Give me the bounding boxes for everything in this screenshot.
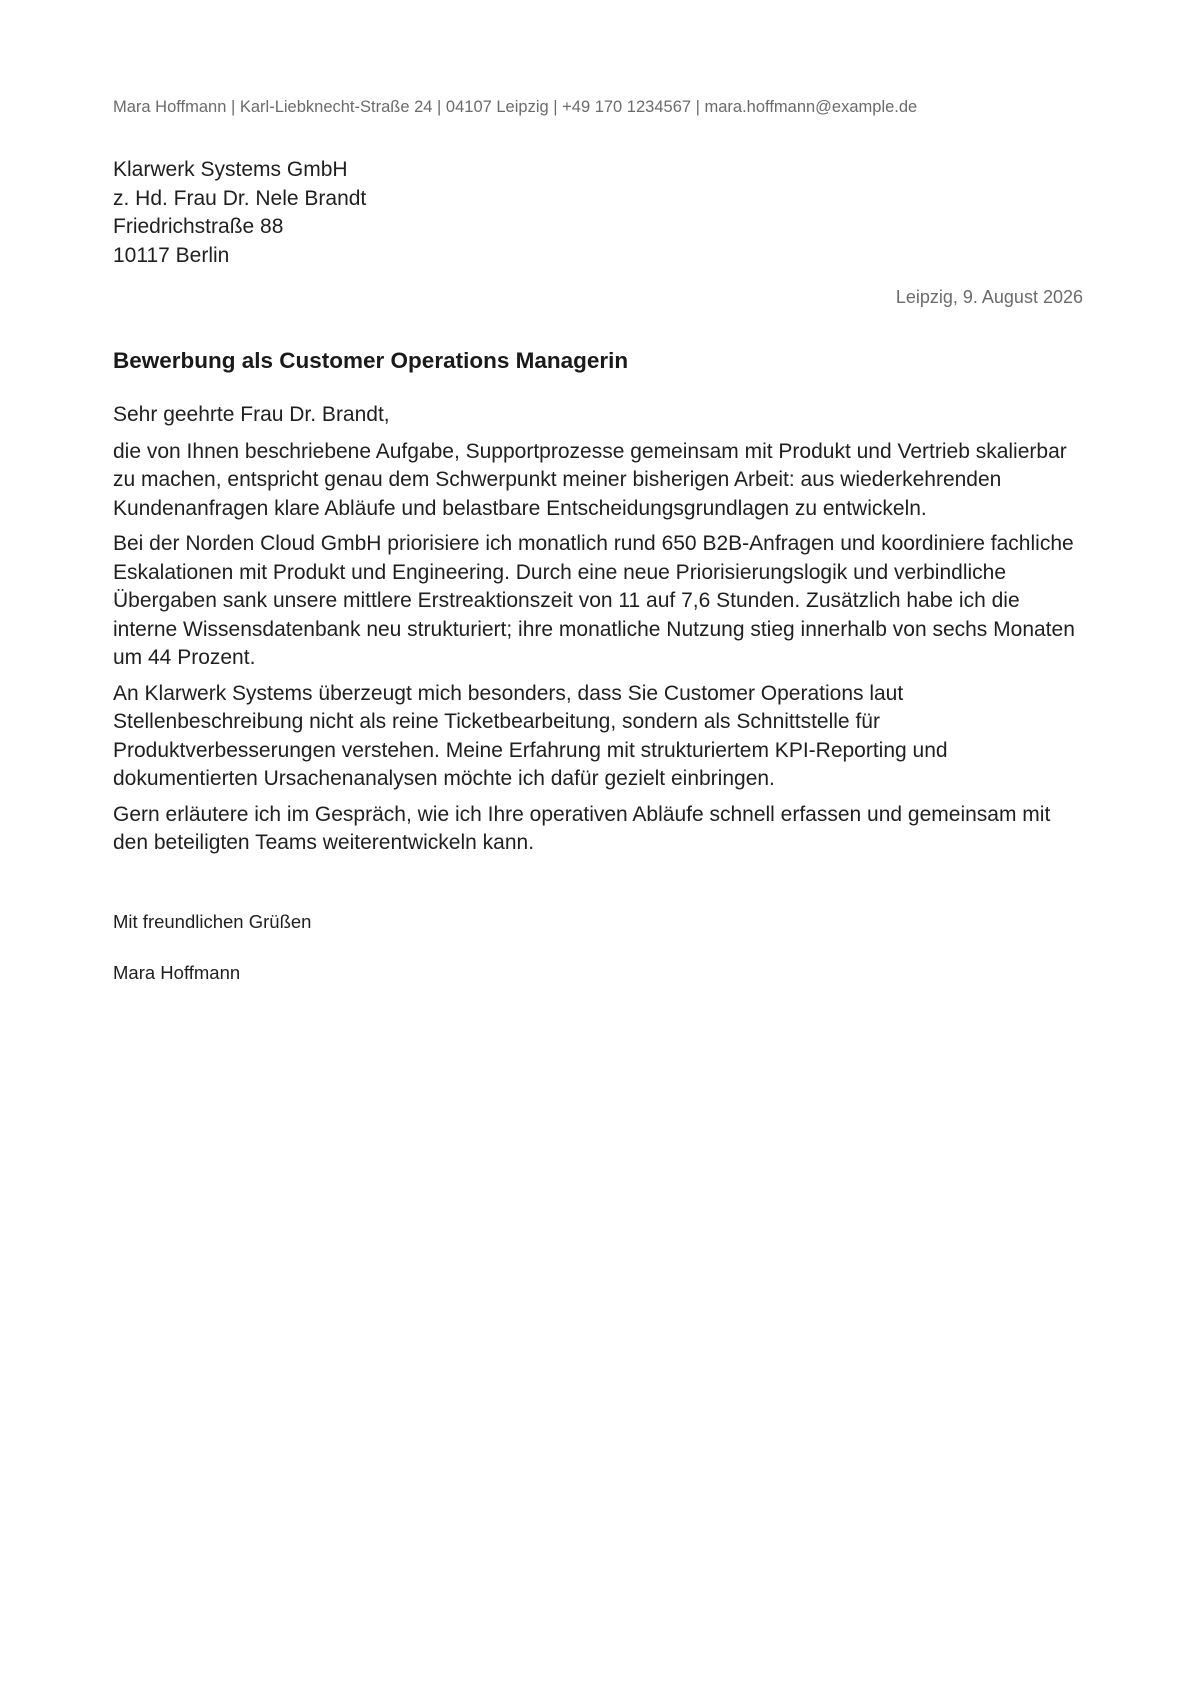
recipient-street: Friedrichstraße 88	[113, 215, 284, 238]
letter-body	[113, 401, 1083, 865]
closing-phrase: Mit freundlichen Grüßen	[113, 911, 312, 932]
body-paragraph-3: An Klarwerk Systems überzeugt mich besonders, dass Sie Customer Operations laut Stellenbeschreibung nicht als reine Ticketbearbeitung, sondern als Schnittstelle für Produktverbesserungen verstehen. Meine Erfahrung mit strukturiertem KPI-Reporting und dokumentierten Ursachenanalysen möchte ich dafür gezielt einbringen.	[113, 681, 948, 790]
letter-subject: Bewerbung als Customer Operations Managerin	[113, 348, 629, 373]
salutation: Sehr geehrte Frau Dr. Brandt,	[113, 403, 390, 426]
signature-name: Mara Hoffmann	[113, 962, 241, 983]
recipient-attention: z. Hd. Frau Dr. Nele Brandt	[113, 186, 367, 210]
letter-date: Leipzig, 9. August 2026	[895, 287, 1083, 307]
sender-address-line: Mara Hoffmann | Karl-Liebknecht-Straße 24 | 04107 Leipzig | +49 170 1234567 | mara.hoffmann@example.de	[113, 98, 918, 116]
recipient-city: 10117 Berlin	[113, 243, 230, 267]
body-paragraph-4: Gern erläutere ich im Gespräch, wie ich Ihre operativen Abläufe schnell erfassen und gemeinsam mit den beteiligten Teams weiterentwickeln kann.	[113, 802, 1051, 854]
recipient-company: Klarwerk Systems GmbH	[113, 158, 348, 181]
body-paragraph-2: Bei der Norden Cloud GmbH priorisiere ich monatlich rund 650 B2B-Anfragen und koordiniere fachliche Eskalationen mit Produkt und Engineering. Durch eine neue Priorisierungslogik und verbindliche Übergaben sank unsere mittlere Erstreaktionszeit von 11 auf 7,6 Stunden. Zusätzlich habe ich die interne Wissensdatenbank neu strukturiert; ihre monatliche Nutzung stieg innerhalb von sechs Monaten um 44 Prozent.	[113, 532, 1075, 669]
body-paragraph-1: die von Ihnen beschriebene Aufgabe, Supportprozesse gemeinsam mit Produkt und Vertrieb skalierbar zu machen, entspricht genau dem Schwerpunkt meiner bisherigen Arbeit: aus wiederkehrenden Kundenanfragen klare Abläufe und belastbare Entscheidungsgrundlagen zu entwickeln.	[113, 439, 1067, 520]
recipient-address-block	[113, 156, 366, 270]
